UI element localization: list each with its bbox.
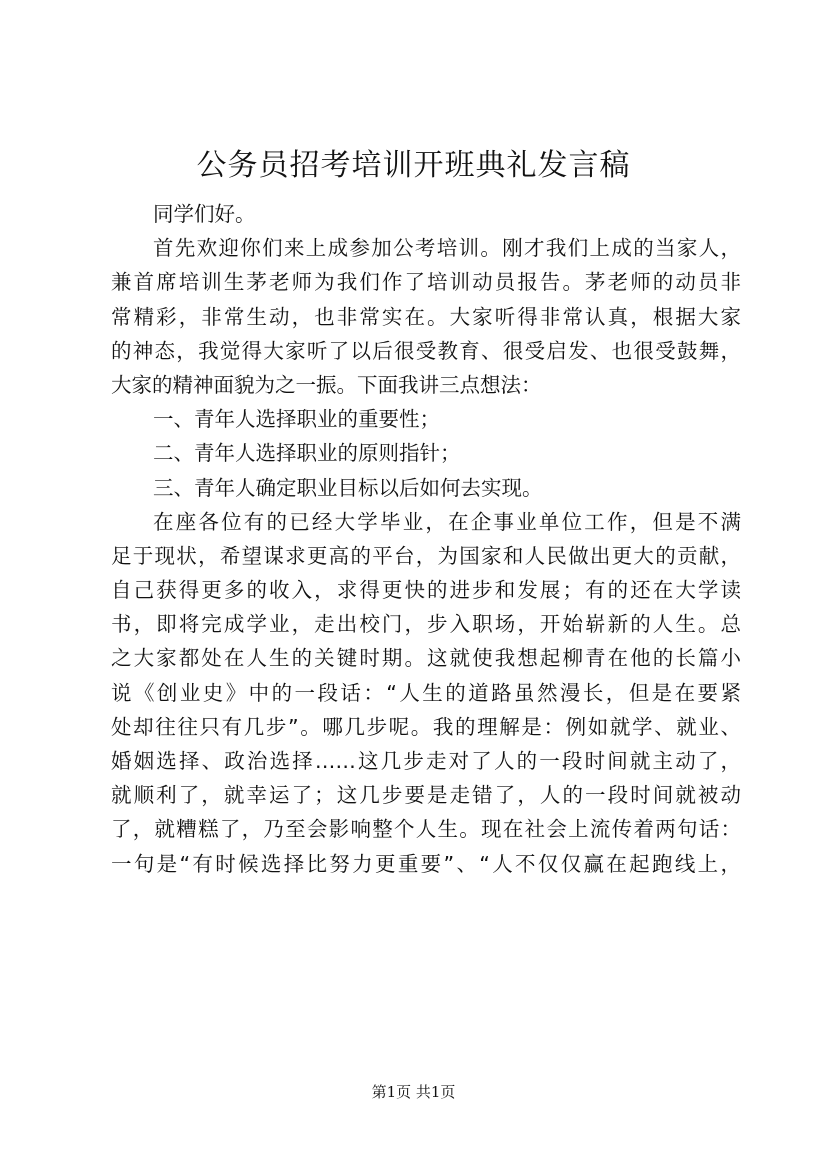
paragraph-line: 一句是“有时候选择比努力更重要”、“人不仅仅赢在起跑线上， — [111, 851, 741, 876]
page-number-footer: 第1页 共1页 — [371, 1083, 456, 1101]
greeting-line: 同学们好。 — [153, 202, 256, 226]
document-title: 公务员招考培训开班典礼发言稿 — [196, 148, 631, 183]
paragraph-line: 在座各位有的已经大学毕业，在企事业单位工作，但是不满 — [153, 509, 741, 534]
paragraph-line: 常精彩，非常生动，也非常实在。大家听得非常认真，根据大家 — [111, 304, 741, 329]
paragraph-line: 处却往往只有几步”。哪几步呢。我的理解是：例如就学、就业、 — [111, 714, 741, 739]
paragraph-line: 自己获得更多的收入，求得更快的进步和发展；有的还在大学读 — [111, 578, 741, 603]
point-two: 二、青年人选择职业的原则指针； — [153, 441, 461, 466]
point-three: 三、青年人确定职业目标以后如何去实现。 — [153, 475, 543, 500]
paragraph-line: 书，即将完成学业，走出校门，步入职场，开始崭新的人生。总 — [111, 612, 741, 637]
paragraph-line: 了，就糟糕了，乃至会影响整个人生。现在社会上流传着两句话： — [111, 817, 741, 842]
paragraph-line: 说《创业史》中的一段话：“人生的道路虽然漫长，但是在要紧 — [111, 680, 741, 705]
paragraph-line: 之大家都处在人生的关键时期。这就使我想起柳青在他的长篇小 — [111, 646, 741, 671]
paragraph-line: 首先欢迎你们来上成参加公考培训。刚才我们上成的当家人， — [153, 236, 741, 261]
point-one: 一、青年人选择职业的重要性； — [153, 407, 440, 432]
paragraph-line: 就顺利了，就幸运了；这几步要是走错了，人的一段时间就被动 — [111, 783, 741, 808]
paragraph-line: 大家的精神面貌为之一振。下面我讲三点想法： — [111, 372, 542, 397]
paragraph-line: 足于现状，希望谋求更高的平台，为国家和人民做出更大的贡献， — [111, 543, 741, 568]
document-body — [111, 197, 741, 881]
paragraph-line: 的神态，我觉得大家听了以后很受教育、很受启发、也很受鼓舞， — [111, 338, 741, 363]
paragraph-line: 兼首席培训生茅老师为我们作了培训动员报告。茅老师的动员非 — [111, 270, 741, 295]
paragraph-line: 婚姻选择、政治选择……这几步走对了人的一段时间就主动了， — [111, 749, 741, 773]
